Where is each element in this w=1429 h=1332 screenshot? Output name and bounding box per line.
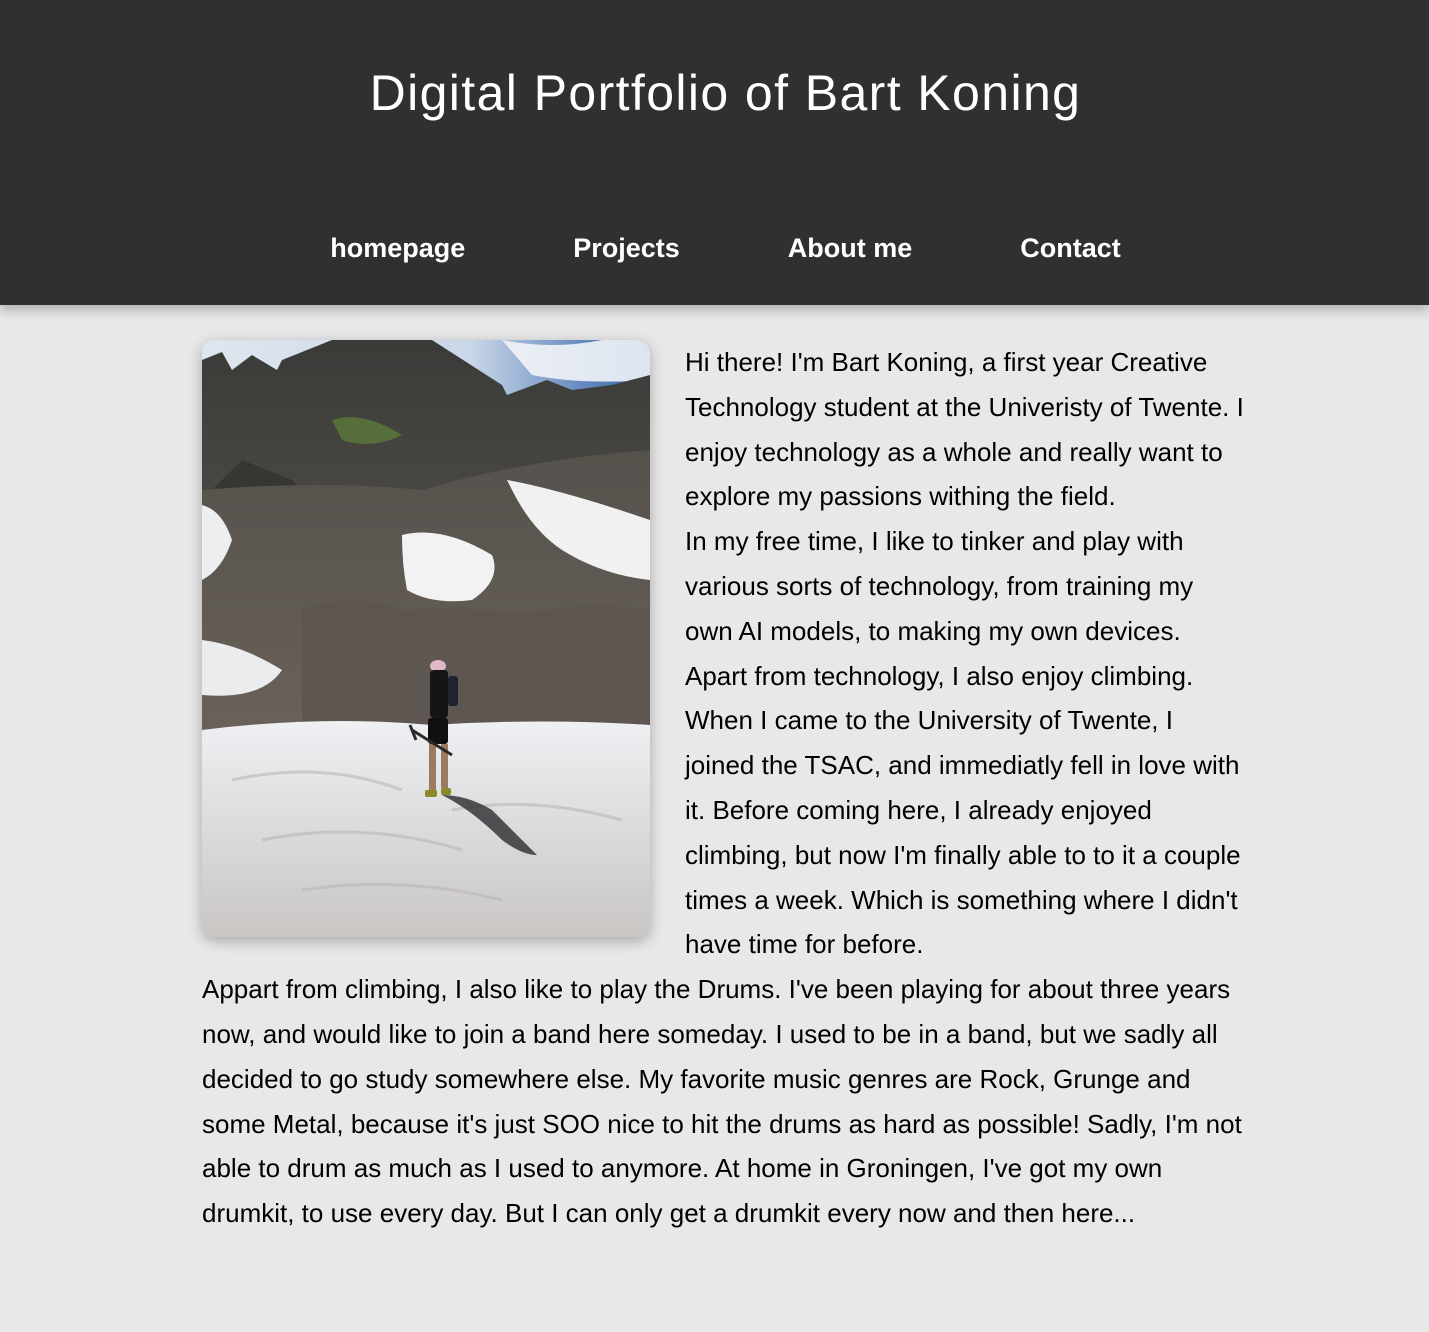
about-content (202, 305, 1248, 1236)
bio-paragraph-hobbies: In my free time, I like to tinker and play with various sorts of technology, from training my own AI models, to making my own devices. Apart from technology, I also enjoy climbing. When I came to the University of Twente, I joined the TSAC, and immediatly fell in love with it. Before coming here, I already enjoyed climbing, but now I'm finally able to to it a couple times a week. Which is something where I didn't have time for before. (685, 526, 1241, 960)
nav-link-about-me[interactable]: About me (787, 233, 913, 263)
profile-photo (202, 340, 650, 937)
page-title: Digital Portfolio of Bart Koning (369, 65, 1082, 121)
bio-paragraph-drums: Appart from climbing, I also like to play the Drums. I've been playing for about three years now, and would like to join a band here someday. I used to be in a band, but we sadly all decided to go study somewhere else. My favorite music genres are Rock, Grunge and some Metal, because it's just SOO nice to hit the drums as hard as possible! Sadly, I'm not able to drum as much as I used to anymore. At home in Groningen, I've got my own drumkit, to use every day. But I can only get a drumkit every now and then here... (202, 974, 1242, 1229)
nav-link-projects[interactable]: Projects (573, 233, 680, 263)
site-header (0, 0, 1429, 305)
mountain-photo-icon (202, 340, 650, 937)
nav-link-contact[interactable]: Contact (1020, 233, 1121, 263)
main-nav (0, 228, 1429, 268)
bio-paragraph-intro: Hi there! I'm Bart Koning, a first year Creative Technology student at the Univeristy of Twente. I enjoy technology as a whole and really want to explore my passions withing the field. (685, 347, 1244, 512)
nav-link-homepage[interactable]: homepage (330, 233, 466, 263)
